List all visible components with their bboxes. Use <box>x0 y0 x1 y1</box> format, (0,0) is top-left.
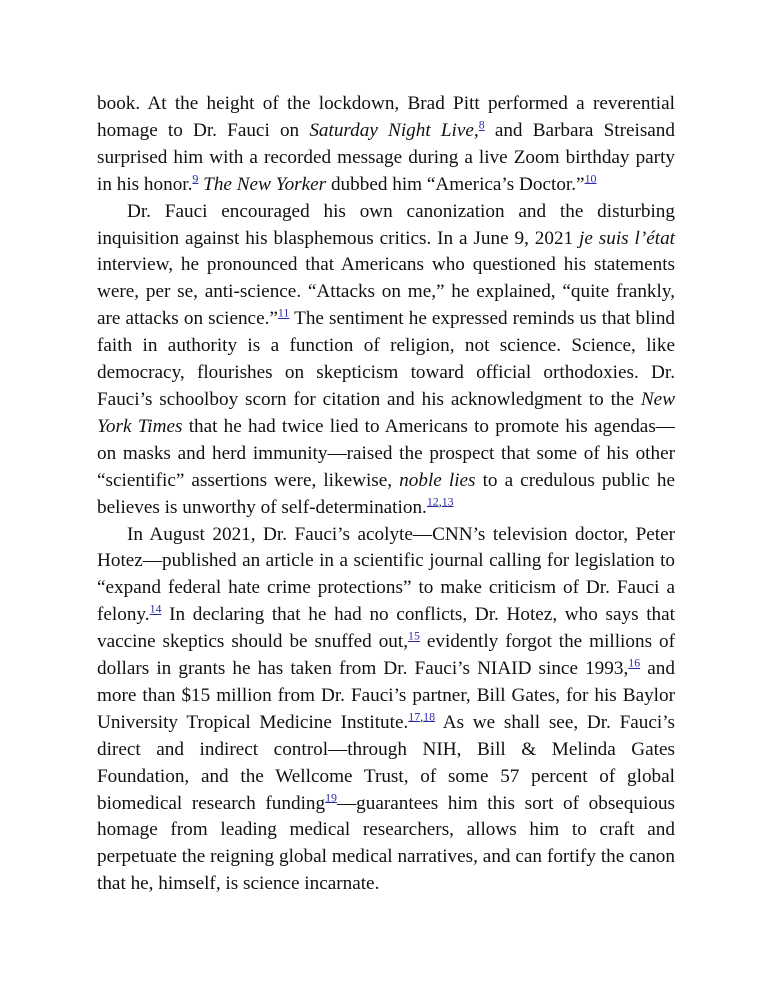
footnote-ref <box>150 602 162 616</box>
footnote-link-15[interactable]: 15 <box>408 628 420 643</box>
footnote-link-18[interactable]: 18 <box>423 709 436 724</box>
body-text: and more than $15 million from Dr. Fauci’s partner, Bill Gates, for his Baylor University Tropical Medicine Institute. <box>97 658 675 733</box>
body-text: and Barbara Streisand surprised him with a recorded message during a live Zoom birthday party in his honor. <box>97 119 675 195</box>
body-text: dubbed him “America’s Doctor.” <box>326 173 585 195</box>
document-page <box>97 91 675 898</box>
footnote-separator: , <box>420 709 424 724</box>
italic-phrase: je suis l’état <box>579 227 676 249</box>
paragraph-3 <box>97 522 675 899</box>
paragraph-1 <box>97 91 675 199</box>
body-text: In August 2021, Dr. Fauci’s acolyte—CNN’s television doctor, Peter Hotez—published an article in a scientific journal calling for legislation to “expand federal hate crime protections” to make criticism of Dr. Fauci a felony. <box>97 523 675 626</box>
body-text: Dr. Fauci encouraged his own canonization and the disturbing inquisition against his blasphemous critics. In a June 9, 2021 <box>97 200 675 249</box>
footnote-ref <box>408 629 420 643</box>
body-text: The sentiment he expressed reminds us that blind faith in authority is a function of religion, not science. Science, like democracy, flourishes on skepticism toward official orthodoxies. Dr. Fauci’s schoolboy scorn for citation and his acknowledgment to the <box>97 308 676 410</box>
italic-phrase: noble lies <box>399 469 476 491</box>
footnote-ref <box>585 171 597 185</box>
footnote-link-17[interactable]: 17 <box>408 709 421 724</box>
footnote-link-19[interactable]: 19 <box>325 790 337 805</box>
italic-title: New York Times <box>97 388 675 437</box>
footnote-link-9[interactable]: 9 <box>192 171 199 186</box>
footnote-link-12[interactable]: 12 <box>426 494 439 509</box>
footnote-link-14[interactable]: 14 <box>149 601 162 616</box>
body-text: evidently forgot the millions of dollars in grants he has taken from Dr. Fauci’s NIAID since 1993, <box>97 631 675 680</box>
footnote-link-8[interactable]: 8 <box>478 117 485 132</box>
footnote-ref <box>628 656 640 670</box>
footnote-link-13[interactable]: 13 <box>441 494 454 509</box>
body-text: —guarantees him this sort of obsequious homage from leading medical researchers, allows him to craft and perpetuate the reigning global medical narratives, and can fortify the canon that he, himself, is science incarnate. <box>97 792 675 895</box>
footnote-link-11[interactable]: 11 <box>277 305 290 320</box>
paragraph-2 <box>97 199 675 522</box>
footnote-ref <box>427 494 454 508</box>
body-text: that he had twice lied to Americans to promote his agendas—on masks and herd immunity—raised the prospect that some of his other “scientific” assertions were, likewise, <box>97 415 675 491</box>
body-text: to a credulous public he believes is unworthy of self-determination. <box>97 469 676 518</box>
footnote-ref <box>278 306 289 320</box>
body-text: In declaring that he had no conflicts, Dr. Hotez, who says that vaccine skeptics should be snuffed out, <box>97 604 675 653</box>
italic-title: Saturday Night Live, <box>309 119 479 141</box>
footnote-link-16[interactable]: 16 <box>628 655 641 670</box>
footnote-separator: , <box>438 494 442 509</box>
body-text: As we shall see, Dr. Fauci’s direct and indirect control—through NIH, Bill & Melinda Gates Foundation, and the Wellcome Trust, of some 57 percent of global biomedical research funding <box>97 711 675 814</box>
body-text: book. At the height of the lockdown, Brad Pitt performed a reverential homage to Dr. Fauci on <box>97 93 675 141</box>
footnote-ref <box>325 790 337 804</box>
italic-title: The New Yorker <box>203 173 327 195</box>
body-text: interview, he pronounced that Americans who questioned his statements were, per se, anti-science. “Attacks on me,” he explained, “quite frankly, are attacks on science.” <box>97 254 675 330</box>
footnote-link-10[interactable]: 10 <box>584 171 597 186</box>
footnote-ref <box>408 709 435 723</box>
